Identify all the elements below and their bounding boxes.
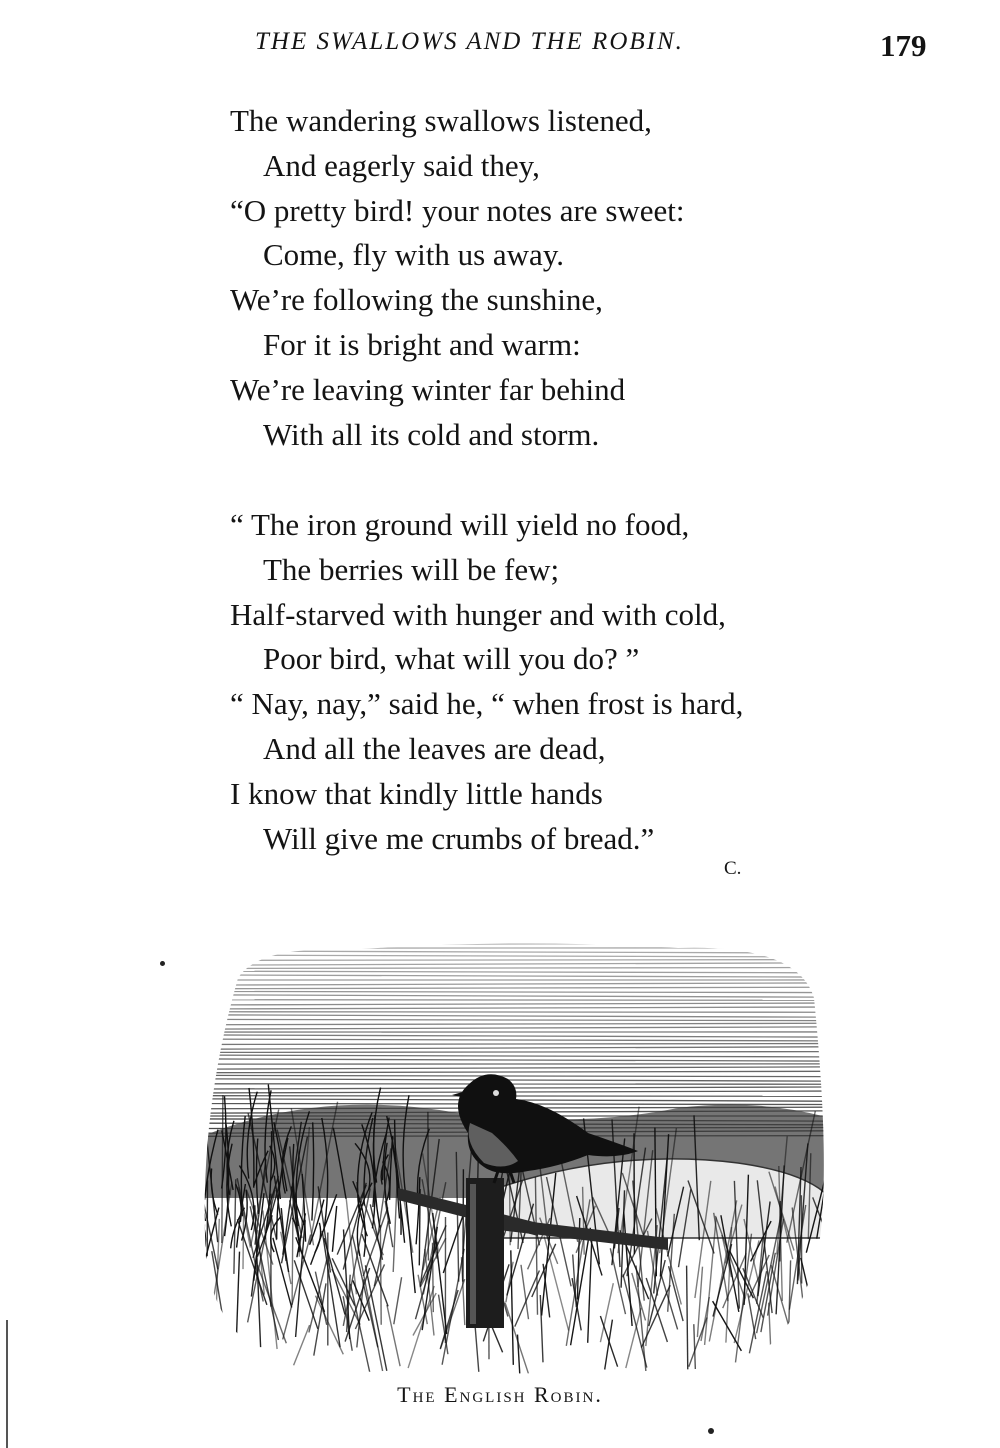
ink-speck — [708, 1428, 714, 1434]
poem-line: We’re following the sunshine, — [230, 282, 603, 318]
poem-line: Poor bird, what will you do? ” — [263, 641, 640, 677]
poem-line: With all its cold and storm. — [263, 416, 600, 452]
poem-line: And eagerly said they, — [263, 147, 540, 183]
poem-line: Half-starved with hunger and with cold, — [230, 596, 726, 632]
poem-stanza-2 — [230, 503, 830, 861]
poem-line: Come, fly with us away. — [263, 237, 565, 273]
poem-stanza-1 — [230, 99, 830, 457]
running-title: THE SWALLOWS AND THE ROBIN. — [255, 28, 684, 55]
poem-line: “ The iron ground will yield no food, — [230, 507, 690, 542]
page-number: 179 — [880, 28, 927, 63]
poem-line: The berries will be few; — [263, 551, 560, 587]
poem-line: Will give me crumbs of bread.” — [263, 820, 655, 856]
page-edge-mark — [6, 1320, 8, 1448]
poem-line: We’re leaving winter far behind — [230, 371, 626, 407]
poem-line: I know that kindly little hands — [230, 775, 603, 811]
poem-line: For it is bright and warm: — [263, 326, 581, 362]
ink-speck — [160, 961, 165, 966]
poem-attribution: C. — [724, 858, 742, 879]
poem-line: The wandering swallows listened, — [230, 103, 652, 138]
poem-line: “O pretty bird! your notes are sweet: — [230, 192, 685, 228]
poem-line: And all the leaves are dead, — [263, 730, 606, 766]
illustration-caption: The English Robin. — [397, 1382, 603, 1407]
poem-line: “ Nay, nay,” said he, “ when frost is hard, — [230, 686, 744, 722]
robin-on-fence-engraving-icon — [198, 938, 830, 1378]
